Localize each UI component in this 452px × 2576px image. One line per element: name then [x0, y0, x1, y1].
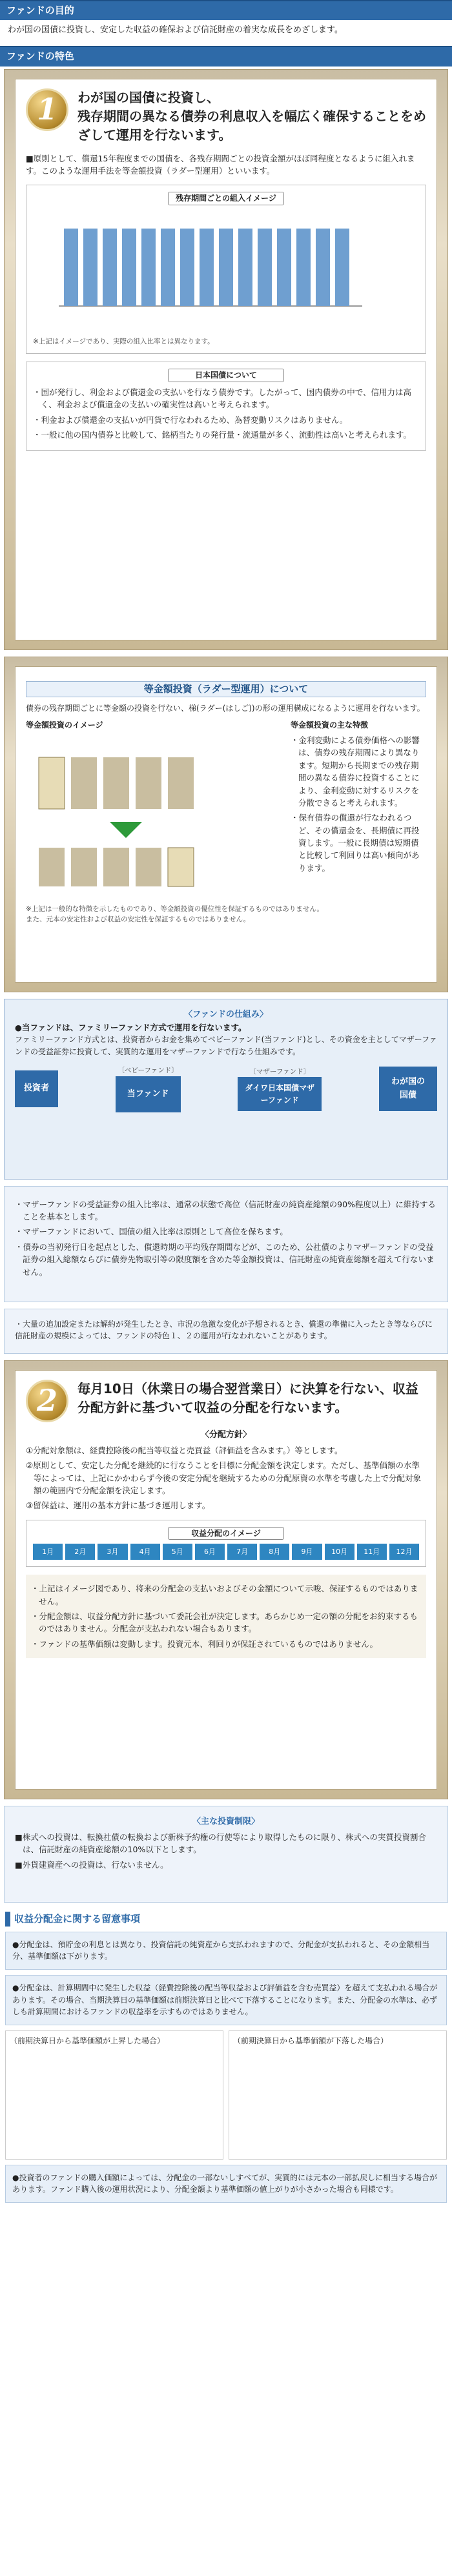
case-1: （前期決算日から基準価額が上昇した場合）	[5, 2030, 223, 2160]
dividend-image-title: 収益分配のイメージ	[168, 1527, 284, 1540]
feature-2-title: 毎月10日（休業日の場合翌営業日）に決算を行ない、収益分配方針に基づいて収益の分配を行ないます。	[77, 1380, 418, 1415]
ladder-left-title: 等金額投資のイメージ	[26, 721, 103, 730]
month-cell: 4月	[130, 1544, 160, 1560]
features-header: ファンドの特色	[0, 46, 452, 66]
allocation-bar	[161, 229, 175, 306]
purpose-text: わが国の国債に投資し、安定した収益の確保および信託財産の着実な成長をめざします。	[8, 25, 343, 36]
month-cell: 12月	[389, 1544, 419, 1560]
jgb-title: 日本国債について	[168, 369, 284, 382]
policy-1: ①分配対象額は、経費控除後の配当等収益と売買益（評価益を含みます。）等とします。	[26, 1445, 343, 1455]
limit-2-text: 外貨建資産への投資は、行ないません。	[22, 1859, 169, 1870]
allocation-bar	[335, 229, 349, 306]
fund-box: 当ファンド	[116, 1076, 181, 1112]
note-3: ・債券の当初発行日を起点とした、償還時期の平均残存期間などが、このため、公社債のよりマザーファンドの受益証券の組入総額ならびに債券先物取引等の限度額を含めた等金額投資は、信託財産の純資産総額を超えて行ないません。	[15, 1242, 435, 1277]
ladder-feature-1: ・金利変動による債券価格への影響は、債券の残存期間により異なります。短期から長期までの残存期間の異なる債券に投資することにより、金利変動に対するリスクを分散できると考えられます。	[291, 735, 420, 808]
note-4: ・大量の追加設定または解約が発生したとき、市況の急激な変化が予想されるとき、償還の準備に入ったとき等ならびに信託財産の規模によっては、ファンドの特色１、２の運用が行なわれないことがあります。	[15, 1319, 433, 1341]
dist-p2: ●分配金は、計算期間中に発生した収益（経費控除後の配当等収益および評価益を含む売買益）を超えて支払われる場合があります。その場合、当期決算日の基準価額は前期決算日と比べて下落することになります。また、分配金の水準は、必ずしも計算期間におけるファンドの収益率を示すものではありません。	[5, 1975, 447, 2025]
case-2: （前期決算日から基準価額が下落した場合）	[229, 2030, 447, 2160]
allocation-bar	[83, 229, 98, 306]
allocation-bars	[33, 209, 369, 332]
ladder-panel	[4, 657, 448, 992]
scheme-desc: ファミリーファンド方式とは、投資者からお金を集めてベビーファンド(当ファンド)とし、その資金を主としてマザーファンドの受益証券に投資して、実質的な運用をマザーファンドで行なう仕組みです。	[15, 1035, 437, 1056]
jgb-point-3: ・一般に他の国内債券と比較して、銘柄当たりの発行量・流通量が多く、流動性は高いと考えられます。	[33, 430, 412, 440]
feature-1-panel	[4, 69, 448, 650]
chart-title: 残存期間ごとの組入イメージ	[168, 192, 284, 205]
ladder-title: 等金額投資（ラダー型運用）について	[26, 681, 426, 697]
allocation-bar	[103, 229, 117, 306]
investor-box: 投資者	[15, 1070, 58, 1107]
policy-title: 〈分配方針〉	[200, 1429, 251, 1440]
ladder-diagram	[26, 731, 226, 899]
month-cell: 3月	[98, 1544, 127, 1560]
feature-number-2: 2	[26, 1380, 68, 1422]
feature-2-panel	[4, 1360, 448, 1799]
month-cell: 7月	[227, 1544, 257, 1560]
mother-box: ダイワ日本国債マザーファンド	[238, 1077, 322, 1111]
ladder-feature-2: ・保有債券の償還が行なわれるつど、その償還金を、長期債に再投資します。一般に長期債は短期債と比較して利回りは高い傾向があります。	[291, 813, 420, 873]
purpose-header: ファンドの目的	[0, 0, 452, 20]
note-2: ・マザーファンドにおいて、国債の組入比率は原則として高位を保ちます。	[15, 1227, 288, 1237]
policy-2: ②原則として、安定した分配を継続的に行なうことを目標に分配金額を決定します。ただし、基準価額の水準等によっては、上記にかかわらず今後の安定分配を継続するための分配原資の水準を考慮した上で分配対象額の範囲内で分配金額を決定します。	[26, 1460, 422, 1495]
jgb-point-2: ・利金および償還金の支払いが円貨で行なわれるため、為替変動リスクはありません。	[33, 414, 348, 425]
dist-p1: ●分配金は、預貯金の利息とは異なり、投資信託の純資産から支払われますので、分配金が支払われると、その金額相当分、基準価額は下がります。	[5, 1932, 447, 1970]
ladder-note-2: また、元本の安定性および収益の安定性を保証するものではありません。	[26, 915, 251, 924]
allocation-bar	[219, 229, 233, 306]
dividend-image	[26, 1520, 426, 1568]
month-cell: 11月	[357, 1544, 387, 1560]
dist-p3: ●投資者のファンドの購入価額によっては、分配金の一部ないしすべてが、実質的には元本の一部払戻しに相当する場合があります。ファンド購入後の運用状況により、分配金額より基準価額の値上がりが小さかった場合も同様です。	[5, 2165, 447, 2203]
note-1: ・マザーファンドの受益証券の組入比率は、通常の状態で高位（信託財産の純資産総額の90%程度以上）に維持することを基本とします。	[15, 1199, 436, 1222]
allocation-bar	[200, 229, 214, 306]
allocation-bar	[316, 229, 330, 306]
scheme-note: ●当ファンドは、ファミリーファンド方式で運用を行ないます。	[15, 1022, 247, 1032]
feature-1-title-a: わが国の国債に投資し、	[77, 89, 220, 105]
allocation-bar	[180, 229, 194, 306]
mother-label: 〔マザーファンド〕	[249, 1067, 311, 1076]
limit-1: ■株式への投資は、転換社債の転換および新株予約権の行使等により取得したものに限り、株式への実質投資割合は、信託財産の純資産総額の10%以下とします。	[15, 1832, 426, 1855]
feature-number-1: 1	[26, 88, 68, 131]
month-row	[33, 1544, 419, 1560]
month-cell: 8月	[260, 1544, 289, 1560]
limit-title: 〈主な投資制限〉	[192, 1816, 260, 1826]
allocation-bar	[258, 229, 272, 306]
caution-1: ・上記はイメージ図であり、将来の分配金の支払いおよびその金額について示唆、保証するものではありません。	[31, 1584, 418, 1606]
allocation-bar	[141, 229, 156, 306]
allocation-bar	[122, 229, 136, 306]
allocation-bar	[64, 229, 78, 306]
ladder-text: 債券の残存期間ごとに等金額の投資を行ない、梯(ラダー(はしご))の形の運用構成になるように運用を行ないます。	[26, 703, 425, 713]
allocation-chart	[26, 185, 426, 354]
jgb-box	[26, 362, 426, 451]
baby-label: 〔ベビーファンド〕	[118, 1067, 178, 1075]
caution-3: ・ファンドの基準価額は変動します。投資元本、利回りが保証されているものではありません。	[31, 1639, 378, 1649]
target-box: わが国の国債	[379, 1067, 437, 1110]
dist-title: 収益分配金に関する留意事項	[5, 1912, 447, 1927]
month-cell: 10月	[325, 1544, 354, 1560]
allocation-bar	[296, 229, 311, 306]
feature-1-title-b: 残存期間の異なる債券の利息収入を幅広く確保することをめざして運用を行ないます。	[77, 108, 426, 143]
scheme-panel	[4, 999, 448, 1180]
jgb-point-1: ・国が発行し、利金および償還金の支払いを行なう債券です。したがって、国内債券の中で、信用力は高く、利金および償還金の支払いの確実性は高いと考えられます。	[33, 387, 412, 410]
month-cell: 5月	[163, 1544, 192, 1560]
limit-1-text: 株式への投資は、転換社債の転換および新株予約権の行使等により取得したものに限り、株式への実質投資割合は、信託財産の純資産総額の10%以下とします。	[22, 1832, 426, 1855]
ladder-note-1: ※上記は一般的な特徴を示したものであり、等金額投資の優位性を保証するものではありません。	[26, 905, 324, 914]
notes-panel	[4, 1186, 448, 1302]
month-cell: 6月	[195, 1544, 225, 1560]
allocation-bar	[238, 229, 252, 306]
note-4-panel	[4, 1309, 448, 1354]
caution-2: ・分配金額は、収益分配方針に基づいて委託会社が決定します。あらかじめ一定の額の分配をお約束するものではありません。分配金が支払われない場合もあります。	[31, 1611, 418, 1634]
policy-3: ③留保益は、運用の基本方針に基づき運用します。	[26, 1500, 211, 1511]
ladder-right-title: 等金額投資の主な特徴	[291, 721, 369, 730]
month-cell: 1月	[33, 1544, 63, 1560]
limit-2: ■外貨建資産への投資は、行ないません。	[15, 1859, 169, 1870]
month-cell: 2月	[65, 1544, 95, 1560]
month-cell: 9月	[292, 1544, 322, 1560]
feature-1-desc: ■原則として、償還15年程度までの国債を、各残存期間ごとの投資金額がほぼ同程度となるように組入れます。このような運用手法を等金額投資（ラダー型運用）といいます。	[26, 153, 415, 176]
chart-note: ※上記はイメージであり、実際の組入比率とは異なります。	[33, 338, 214, 346]
allocation-bar	[277, 229, 291, 306]
limit-panel	[4, 1806, 448, 1903]
scheme-title: 〈ファンドの仕組み〉	[184, 1009, 268, 1019]
